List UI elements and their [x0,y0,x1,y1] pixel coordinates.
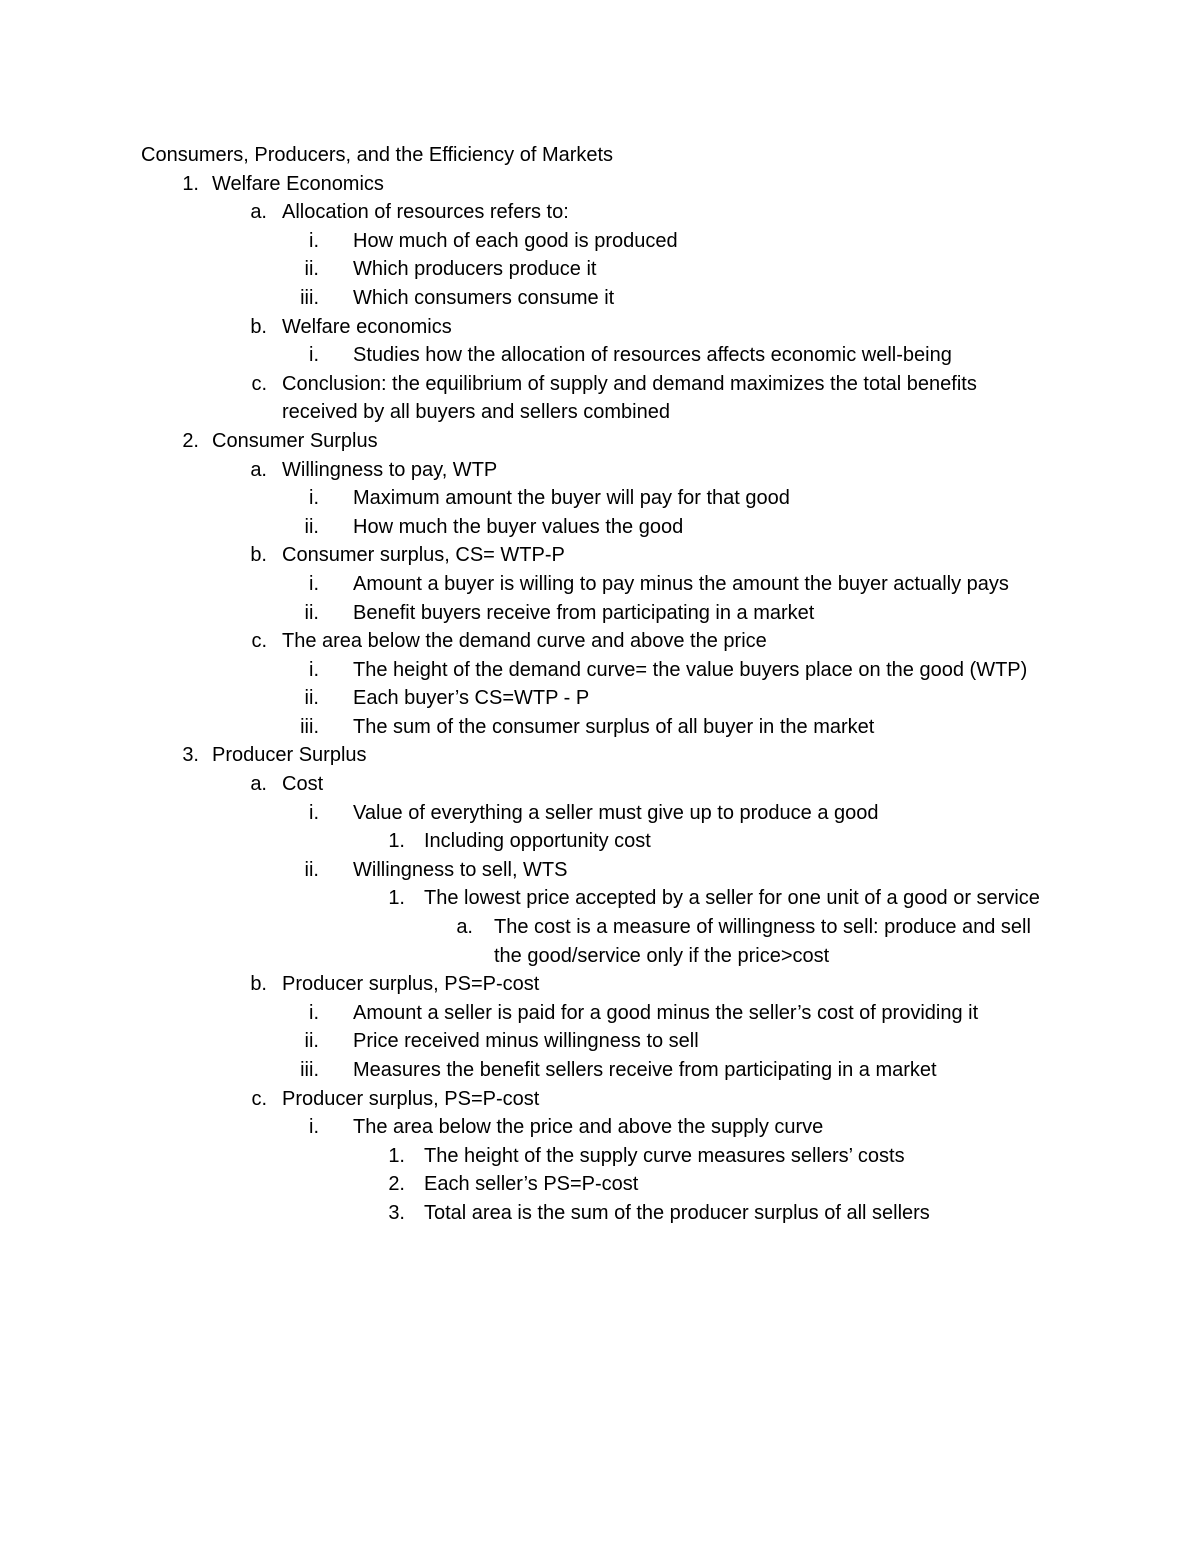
outline-item [141,313,1051,342]
list-marker: 2. [182,429,199,452]
outline-item [141,1199,1051,1228]
list-item-text: The height of the demand curve= the value buyers place on the good (WTP) [353,658,1028,681]
list-item-text: Including opportunity cost [424,830,651,853]
outline-item [141,170,1051,199]
list-item-text: The area below the demand curve and above the price [282,630,767,653]
outline-item [141,770,1051,799]
outline-item [141,513,1051,542]
list-item-text: Amount a buyer is willing to pay minus the amount the buyer actually pays [353,572,1009,595]
list-item-text: Consumer surplus, CS= WTP-P [282,544,565,567]
outline-item [141,713,1051,742]
list-marker: iii. [300,1059,319,1081]
list-marker: a. [250,201,267,224]
list-marker: 3. [182,744,199,767]
list-item-text: Conclusion: the equilibrium of supply and demand maximizes the total benefits received by all buyers and sellers combined [282,372,977,424]
list-marker: ii. [304,687,319,710]
list-marker: i. [309,229,319,252]
list-marker: b. [250,544,267,567]
outline-item [141,884,1051,913]
list-item-text: Maximum amount the buyer will pay for that good [353,487,790,510]
list-item-text: How much of each good is produced [353,229,678,252]
outline-item [141,1056,1051,1085]
list-item-text: The sum of the consumer surplus of all buyer in the market [353,715,875,738]
outline-item [141,599,1051,628]
list-item-text: Producer surplus, PS=P-cost [282,1087,540,1110]
outline-item [141,198,1051,227]
outline-item [141,827,1051,856]
list-marker: i. [309,1001,319,1024]
list-marker: iii. [300,286,319,309]
outline-item [141,799,1051,828]
outline-item [141,370,1051,427]
outline-item [141,341,1051,370]
outline-item [141,913,1051,970]
outline-item [141,1142,1051,1171]
outline-item [141,970,1051,999]
list-item-text: Welfare economics [282,315,452,338]
list-item-text: Each seller’s PS=P-cost [424,1173,639,1196]
list-marker: i. [309,658,319,681]
list-marker: i. [309,1116,319,1139]
outline-item [141,255,1051,284]
list-item-text: Total area is the sum of the producer surplus of all sellers [424,1201,930,1224]
list-item-text: Amount a seller is paid for a good minus the seller’s cost of providing it [353,1001,979,1024]
list-item-text: Which consumers consume it [353,286,615,309]
outline-item [141,541,1051,570]
list-item-text: How much the buyer values the good [353,515,684,538]
list-marker: 3. [388,1201,405,1224]
outline-item [141,627,1051,656]
document-body [141,141,1051,1228]
list-item-text: Which producers produce it [353,258,597,281]
document-title: Consumers, Producers, and the Efficiency of Markets [141,144,614,166]
outline-item [141,427,1051,456]
list-marker: ii. [304,515,319,538]
list-marker: b. [250,973,267,996]
list-item-text: The height of the supply curve measures sellers’ costs [424,1144,905,1167]
list-item-text: Studies how the allocation of resources affects economic well-being [353,344,952,367]
list-marker: i. [309,487,319,510]
outline-item [141,999,1051,1028]
outline-item [141,484,1051,513]
list-marker: 1. [182,172,199,195]
list-marker: i. [309,572,319,595]
list-marker: b. [250,315,267,338]
list-marker: iii. [300,715,319,738]
list-marker: i. [309,801,319,824]
list-marker: 1. [388,1144,405,1167]
list-marker: c. [251,372,267,395]
list-item-text: Price received minus willingness to sell [353,1030,699,1053]
list-item-text: The cost is a measure of willingness to sell: produce and sell the good/service only if the price>cost [494,916,1031,967]
list-marker: a. [456,916,473,939]
outline-item [141,684,1051,713]
list-item-text: Benefit buyers receive from participating in a market [353,601,815,624]
outline-item [141,1170,1051,1199]
list-marker: c. [251,1087,267,1110]
list-marker: ii. [304,258,319,281]
list-item-text: Measures the benefit sellers receive from participating in a market [353,1059,937,1081]
list-item-text: Each buyer’s CS=WTP - P [353,687,590,710]
list-marker: ii. [304,601,319,624]
list-item-text: Value of everything a seller must give up to produce a good [353,801,879,824]
list-marker: a. [250,458,267,481]
outline-list [141,170,1051,1228]
list-item-text: Welfare Economics [212,172,384,195]
list-item-text: Allocation of resources refers to: [282,201,569,224]
outline-item [141,656,1051,685]
outline-item [141,1027,1051,1056]
list-item-text: Consumer Surplus [212,429,378,452]
list-item-text: Willingness to pay, WTP [282,458,498,481]
list-marker: 1. [388,887,405,910]
list-marker: 2. [388,1173,405,1196]
outline-item [141,284,1051,313]
list-marker: i. [309,344,319,367]
list-item-text: The lowest price accepted by a seller for one unit of a good or service [424,887,1040,910]
list-marker: c. [251,630,267,653]
list-item-text: Willingness to sell, WTS [353,858,568,881]
outline-item [141,570,1051,599]
outline-item [141,856,1051,885]
list-marker: ii. [304,1030,319,1053]
list-marker: ii. [304,858,319,881]
outline-item [141,227,1051,256]
list-item-text: Producer Surplus [212,744,367,767]
list-item-text: Producer surplus, PS=P-cost [282,973,540,996]
outline-item [141,456,1051,485]
list-item-text: The area below the price and above the supply curve [353,1116,824,1139]
list-marker: a. [250,773,267,796]
outline-item [141,741,1051,770]
outline-item [141,1113,1051,1142]
list-item-text: Cost [282,773,324,796]
list-marker: 1. [388,830,405,853]
outline-item [141,1085,1051,1114]
